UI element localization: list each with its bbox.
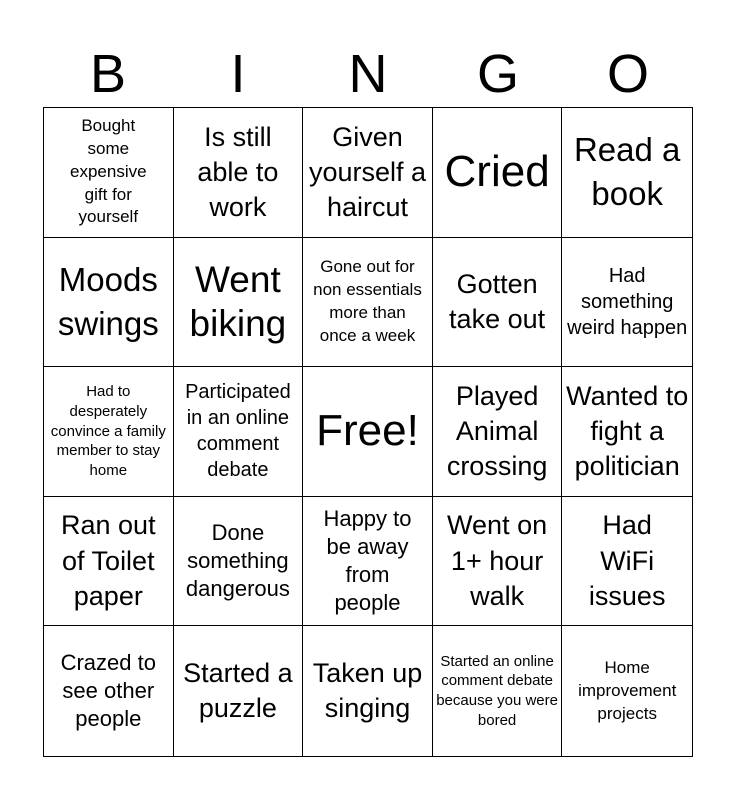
bingo-cell-text: Gone out for non essentials more than once a week xyxy=(313,257,422,345)
bingo-cell-text: Had something weird happen xyxy=(567,264,688,339)
bingo-cell-text: Happy to be away from people xyxy=(323,505,412,616)
bingo-cell-text: Is still able to work xyxy=(197,121,279,222)
bingo-header xyxy=(43,40,693,108)
bingo-cell[interactable] xyxy=(433,497,563,627)
bingo-cell-text: Went biking xyxy=(189,258,287,344)
header-letter-b: B xyxy=(89,44,127,104)
bingo-cell-text: Played Animal crossing xyxy=(446,380,548,482)
bingo-cell-text: Started an online comment debate because you were bored xyxy=(436,652,558,729)
bingo-cell-text: Went on 1+ hour walk xyxy=(447,510,548,611)
bingo-cell[interactable] xyxy=(562,238,692,368)
bingo-cell-text: Started a puzzle xyxy=(183,658,293,724)
header-letter-n: N xyxy=(348,44,388,104)
bingo-cell-text: Wanted to fight a politician xyxy=(566,380,689,482)
bingo-cell-text: Had WiFi issues xyxy=(588,510,666,611)
bingo-cell-text: Bought some expensive gift for yourself xyxy=(70,116,147,227)
bingo-board xyxy=(43,107,693,757)
bingo-cell[interactable] xyxy=(174,367,304,497)
bingo-cell[interactable] xyxy=(174,238,304,368)
header-letter-o: O xyxy=(606,44,649,104)
bingo-cell[interactable] xyxy=(44,497,174,627)
bingo-cell-text: Crazed to see other people xyxy=(60,649,156,732)
bingo-cell-text: Done something dangerous xyxy=(185,519,290,602)
bingo-cell-text: Participated in an online comment debate xyxy=(185,381,291,482)
bingo-cell[interactable] xyxy=(44,238,174,368)
bingo-cell-text: Gotten take out xyxy=(449,268,546,334)
bingo-cell-text: Moods swings xyxy=(57,260,159,342)
bingo-cell[interactable] xyxy=(433,626,563,756)
bingo-cell[interactable] xyxy=(44,626,174,756)
bingo-cell[interactable] xyxy=(562,626,692,756)
bingo-cell[interactable] xyxy=(433,108,563,238)
bingo-cell-text: Ran out of Toilet paper xyxy=(61,510,156,611)
bingo-cell[interactable] xyxy=(562,108,692,238)
bingo-cell[interactable] xyxy=(44,367,174,497)
bingo-cell[interactable] xyxy=(303,497,433,627)
bingo-cell[interactable] xyxy=(433,367,563,497)
bingo-cell-text: Home improvement projects xyxy=(578,658,677,723)
bingo-cell[interactable] xyxy=(44,108,174,238)
bingo-cell-text: Free! xyxy=(316,406,419,456)
bingo-cell[interactable] xyxy=(562,367,692,497)
bingo-cell[interactable] xyxy=(562,497,692,627)
bingo-cell[interactable] xyxy=(174,497,304,627)
bingo-cell[interactable] xyxy=(174,626,304,756)
bingo-cell[interactable] xyxy=(433,238,563,368)
bingo-cell[interactable] xyxy=(303,108,433,238)
header-letter-g: G xyxy=(476,44,519,104)
header-letter-i: I xyxy=(230,44,246,104)
bingo-cell-text: Cried xyxy=(444,147,550,197)
bingo-cell[interactable] xyxy=(303,238,433,368)
bingo-cell-text: Given yourself a haircut xyxy=(308,121,427,222)
bingo-cell[interactable] xyxy=(174,108,304,238)
bingo-cell-text: Taken up singing xyxy=(312,658,423,724)
bingo-cell[interactable] xyxy=(303,626,433,756)
bingo-cell-text: Had to desperately convince a family member to stay home xyxy=(50,383,166,480)
free-space[interactable] xyxy=(303,367,433,497)
bingo-cell-text: Read a book xyxy=(573,131,681,213)
